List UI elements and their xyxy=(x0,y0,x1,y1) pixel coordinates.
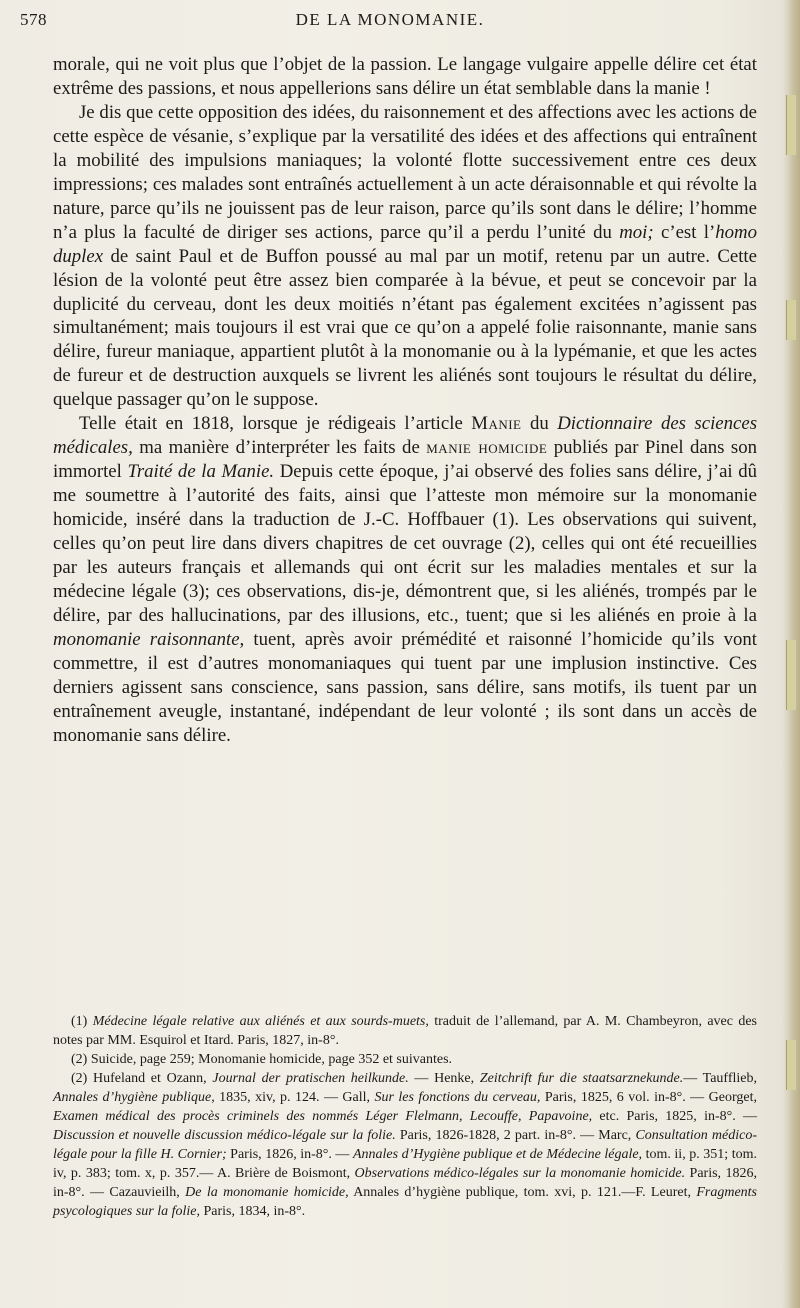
small-caps-manie-homicide: manie homicide xyxy=(426,437,548,459)
page-header xyxy=(20,10,760,36)
page-number: 578 xyxy=(20,10,47,29)
page-edge xyxy=(782,0,800,1308)
running-head: DE LA MONOMANIE. xyxy=(295,10,485,29)
italic-moi: moi; xyxy=(619,221,654,243)
paragraph-1: morale, qui ne voit plus que l’objet de la passion. Le langage vulgaire appelle délire cet état extrême des passions, et nous appellerions sans délire un état semblable dans la manie ! xyxy=(53,54,757,99)
body-text xyxy=(53,53,757,748)
edge-stain xyxy=(786,95,796,155)
italic-traite: Traité de la Manie. xyxy=(127,461,275,483)
footnotes xyxy=(53,1012,757,1221)
edge-stain xyxy=(786,640,796,710)
edge-stain xyxy=(786,1040,796,1090)
italic-homo-duplex: homo duplex xyxy=(53,221,757,267)
italic-dictionnaire: Dictionnaire des sciences médicales, xyxy=(53,413,758,459)
edge-stain xyxy=(786,300,796,340)
footnote-3: (2) Hufeland et Ozann, Journal der pratischen heilkunde. — Henke, Zeitchrift fur die staatsarznekunde.— Taufflieb, Annales d’hygiène publique, 1835, xiv, p. 124. — Gall, Sur les fonctions du cerveau, Paris, 1825, 6 vol. in-8°. — Georget, Examen médical des procès criminels des nommés Léger Flelmann, Lecouffe, Papavoine, etc. Paris, 1825, in-8°. — Discussion et nouvelle discussion médico-légale sur la folie. Paris, 1826-1828, 2 part. in-8°. — Marc, Consultation médico-légale pour la fille H. Cornier; Paris, 1826, in-8°. — Annales d’Hygiène publique et de Médecine légale, tom. ii, p. 351; tom. iv, p. 383; tom. x, p. 357.— A. Brière de Boismont, Observations médico-légales sur la monomanie homicide. Paris, 1826, in-8°. — Cazauvieilh, De la monomanie homicide, Annales d’hygiène publique, tom. xvi, p. 121.—F. Leuret, Fragments psycologiques sur la folie, Paris, 1834, in-8°. xyxy=(53,1071,758,1219)
paragraph-3: Telle était en 1818, lorsque je rédigeais l’article Manie du Dictionnaire des sciences médicales, ma manière d’interpréter les faits de manie homicide publiés par Pinel dans son immortel Traité de la Manie. Depuis cette époque, j’ai observé des folies sans délire, j’ai dû me soumettre à l’autorité des faits, ainsi que l’atteste mon mémoire sur la monomanie homicide, inséré dans la traduction de J.-C. Hoffbauer (1). Les observations qui suivent, celles qu’on peut lire dans divers chapitres de cet ouvrage (2), celles qui ont été recueillies par les auteurs français et allemands qui ont écrit sur les maladies mentales et sur la médecine légale (3); ces observations, dis-je, démontrent que, si les aliénés, trompés par le délire, par des hallucinations, par des illusions, etc., tuent; que si les aliénés en proie à la monomanie raisonnante, tuent, après avoir prémédité et raisonné l’homicide qu’ils vont commettre, il est d’autres monomaniaques qui tuent par une implusion instinctive. Ces derniers agissent sans conscience, sans passion, sans délire, sans motifs, ils tuent par un entraînement aveugle, instantané, indépendant de leur volonté ; ils sont dans un accès de monomanie sans délire. xyxy=(53,413,758,746)
small-caps-manie: Manie xyxy=(471,413,522,435)
footnote-2: (2) Suicide, page 259; Monomanie homicide, page 352 et suivantes. xyxy=(71,1052,453,1067)
footnote-1: (1) Médecine légale relative aux aliénés et aux sourds-muets, traduit de l’allemand, par A. M. Chambeyron, avec des notes par MM. Esquirol et Itard. Paris, 1827, in-8°. xyxy=(53,1014,757,1048)
italic-monomanie-raisonnante: monomanie raisonnante, xyxy=(53,628,245,650)
paragraph-2: Je dis que cette opposition des idées, du raisonnement et des affections avec les actions de cette espèce de vésanie, s’explique par la versatilité des idées et des affections qui entraînent la mobilité des impulsions maniaques; la volonté flotte successivement entre ces deux impressions; ces malades sont entraînés actuellement à un acte déraisonnable et qui révolte la nature, parce qu’ils ne jouissent pas de leur raison, parce qu’ils sont dans le délire; l’homme n’a plus la faculté de diriger ses actions, parce qu’il a perdu l’unité du moi; c’est l’homo duplex de saint Paul et de Buffon poussé au mal par un motif, retenu par un autre. Cette lésion de la volonté peut être assez bien comparée à la bévue, et peut se concevoir par la duplicité du cerveau, dont les deux moitiés n’étant pas également excitées n’agissent pas simultanément; mais toujours il est vrai que ce qu’on a appelé folie raisonnante, manie sans délire, fureur maniaque, appartient plutôt à la monomanie ou à la lypémanie, et que les actes de fureur et de destruction auxquels se livrent les aliénés sont toujours le résultat du délire, quelque passager qu’on le suppose. xyxy=(53,101,757,411)
